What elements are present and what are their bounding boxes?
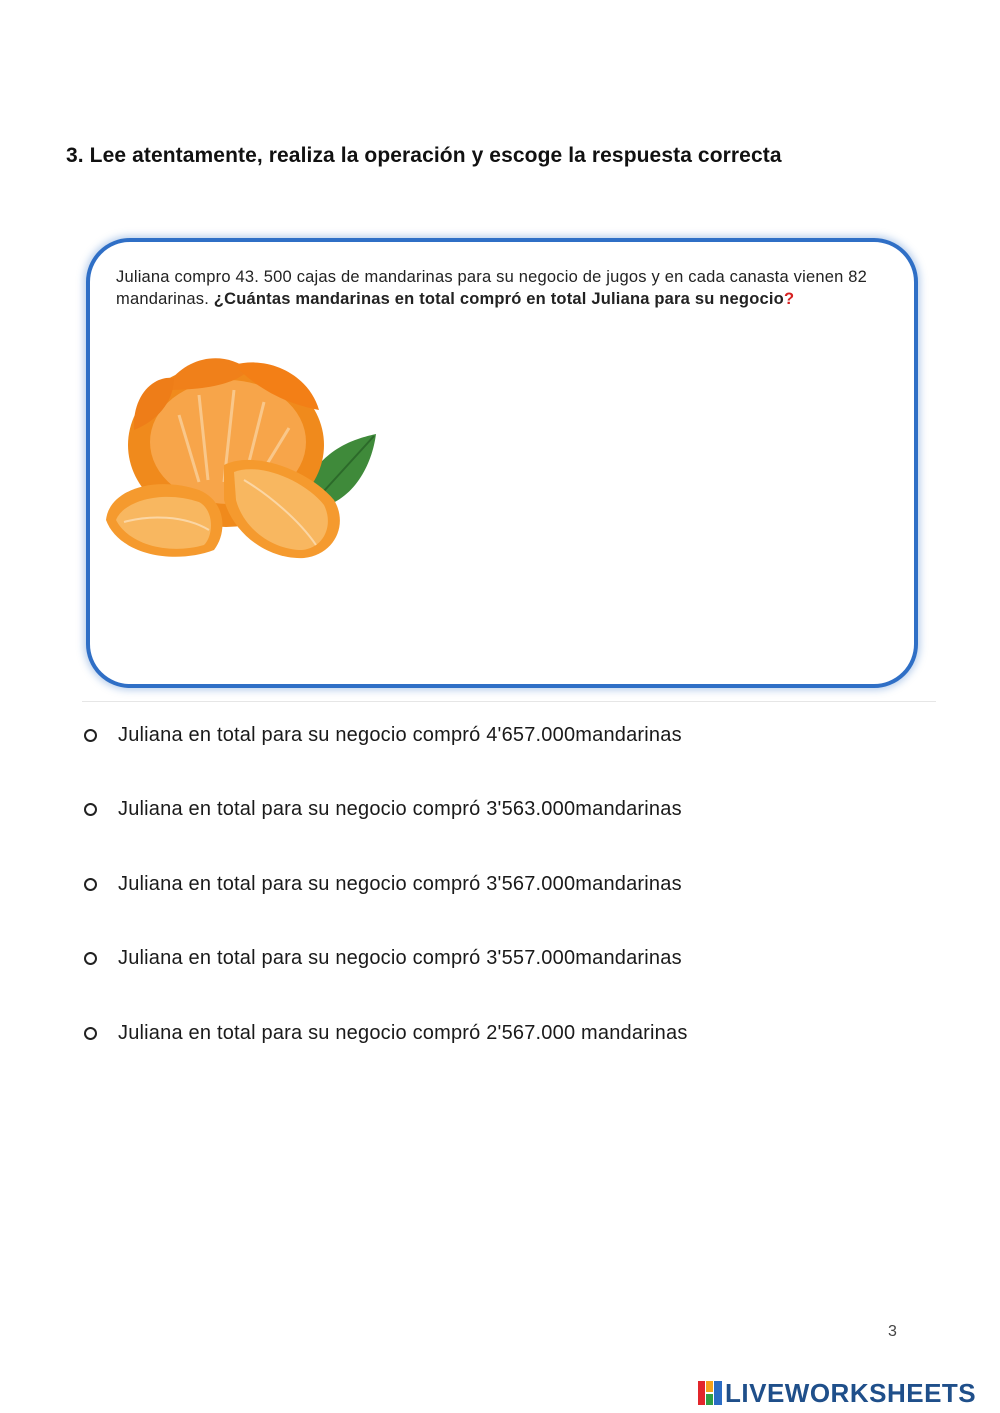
answer-option-4[interactable]	[82, 941, 682, 975]
answer-option-5[interactable]	[82, 1016, 688, 1050]
brand-name: LIVEWORKSHEETS	[725, 1377, 977, 1408]
problem-text: Juliana compro 43. 500 cajas de mandarinas para su negocio de jugos y en cada canasta vienen 82 mandarinas.	[116, 268, 867, 308]
tangerine-illustration	[104, 350, 379, 570]
answer-option-label: Juliana en total para su negocio compró 4'657.000mandarinas	[118, 723, 682, 746]
answer-option-1[interactable]	[82, 718, 682, 752]
answer-option-label: Juliana en total para su negocio compró 2'567.000 mandarinas	[118, 1021, 688, 1044]
brand-logo[interactable]	[698, 1378, 976, 1408]
problem-question: ¿Cuántas mandarinas en total compró en total Juliana para su negocio	[213, 290, 784, 308]
problem-box	[86, 238, 918, 688]
answer-option-3[interactable]	[82, 867, 682, 901]
answer-option-label: Juliana en total para su negocio compró 3'567.000mandarinas	[118, 872, 682, 895]
radio-circle-icon[interactable]	[84, 1027, 97, 1040]
liveworksheets-logo-icon	[698, 1381, 722, 1405]
radio-circle-icon[interactable]	[84, 803, 97, 816]
answer-option-label: Juliana en total para su negocio compró 3'557.000mandarinas	[118, 946, 682, 969]
page-number: 3	[888, 1323, 897, 1340]
radio-circle-icon[interactable]	[84, 729, 97, 742]
problem-statement	[116, 266, 906, 310]
question-mark: ?	[783, 290, 795, 308]
radio-circle-icon[interactable]	[84, 952, 97, 965]
answer-option-label: Juliana en total para su negocio compró 3'563.000mandarinas	[118, 797, 682, 820]
radio-circle-icon[interactable]	[84, 878, 97, 891]
answer-option-2[interactable]	[82, 792, 682, 826]
exercise-heading: 3. Lee atentamente, realiza la operación y escoge la respuesta correcta	[66, 144, 782, 167]
section-divider	[82, 701, 936, 702]
